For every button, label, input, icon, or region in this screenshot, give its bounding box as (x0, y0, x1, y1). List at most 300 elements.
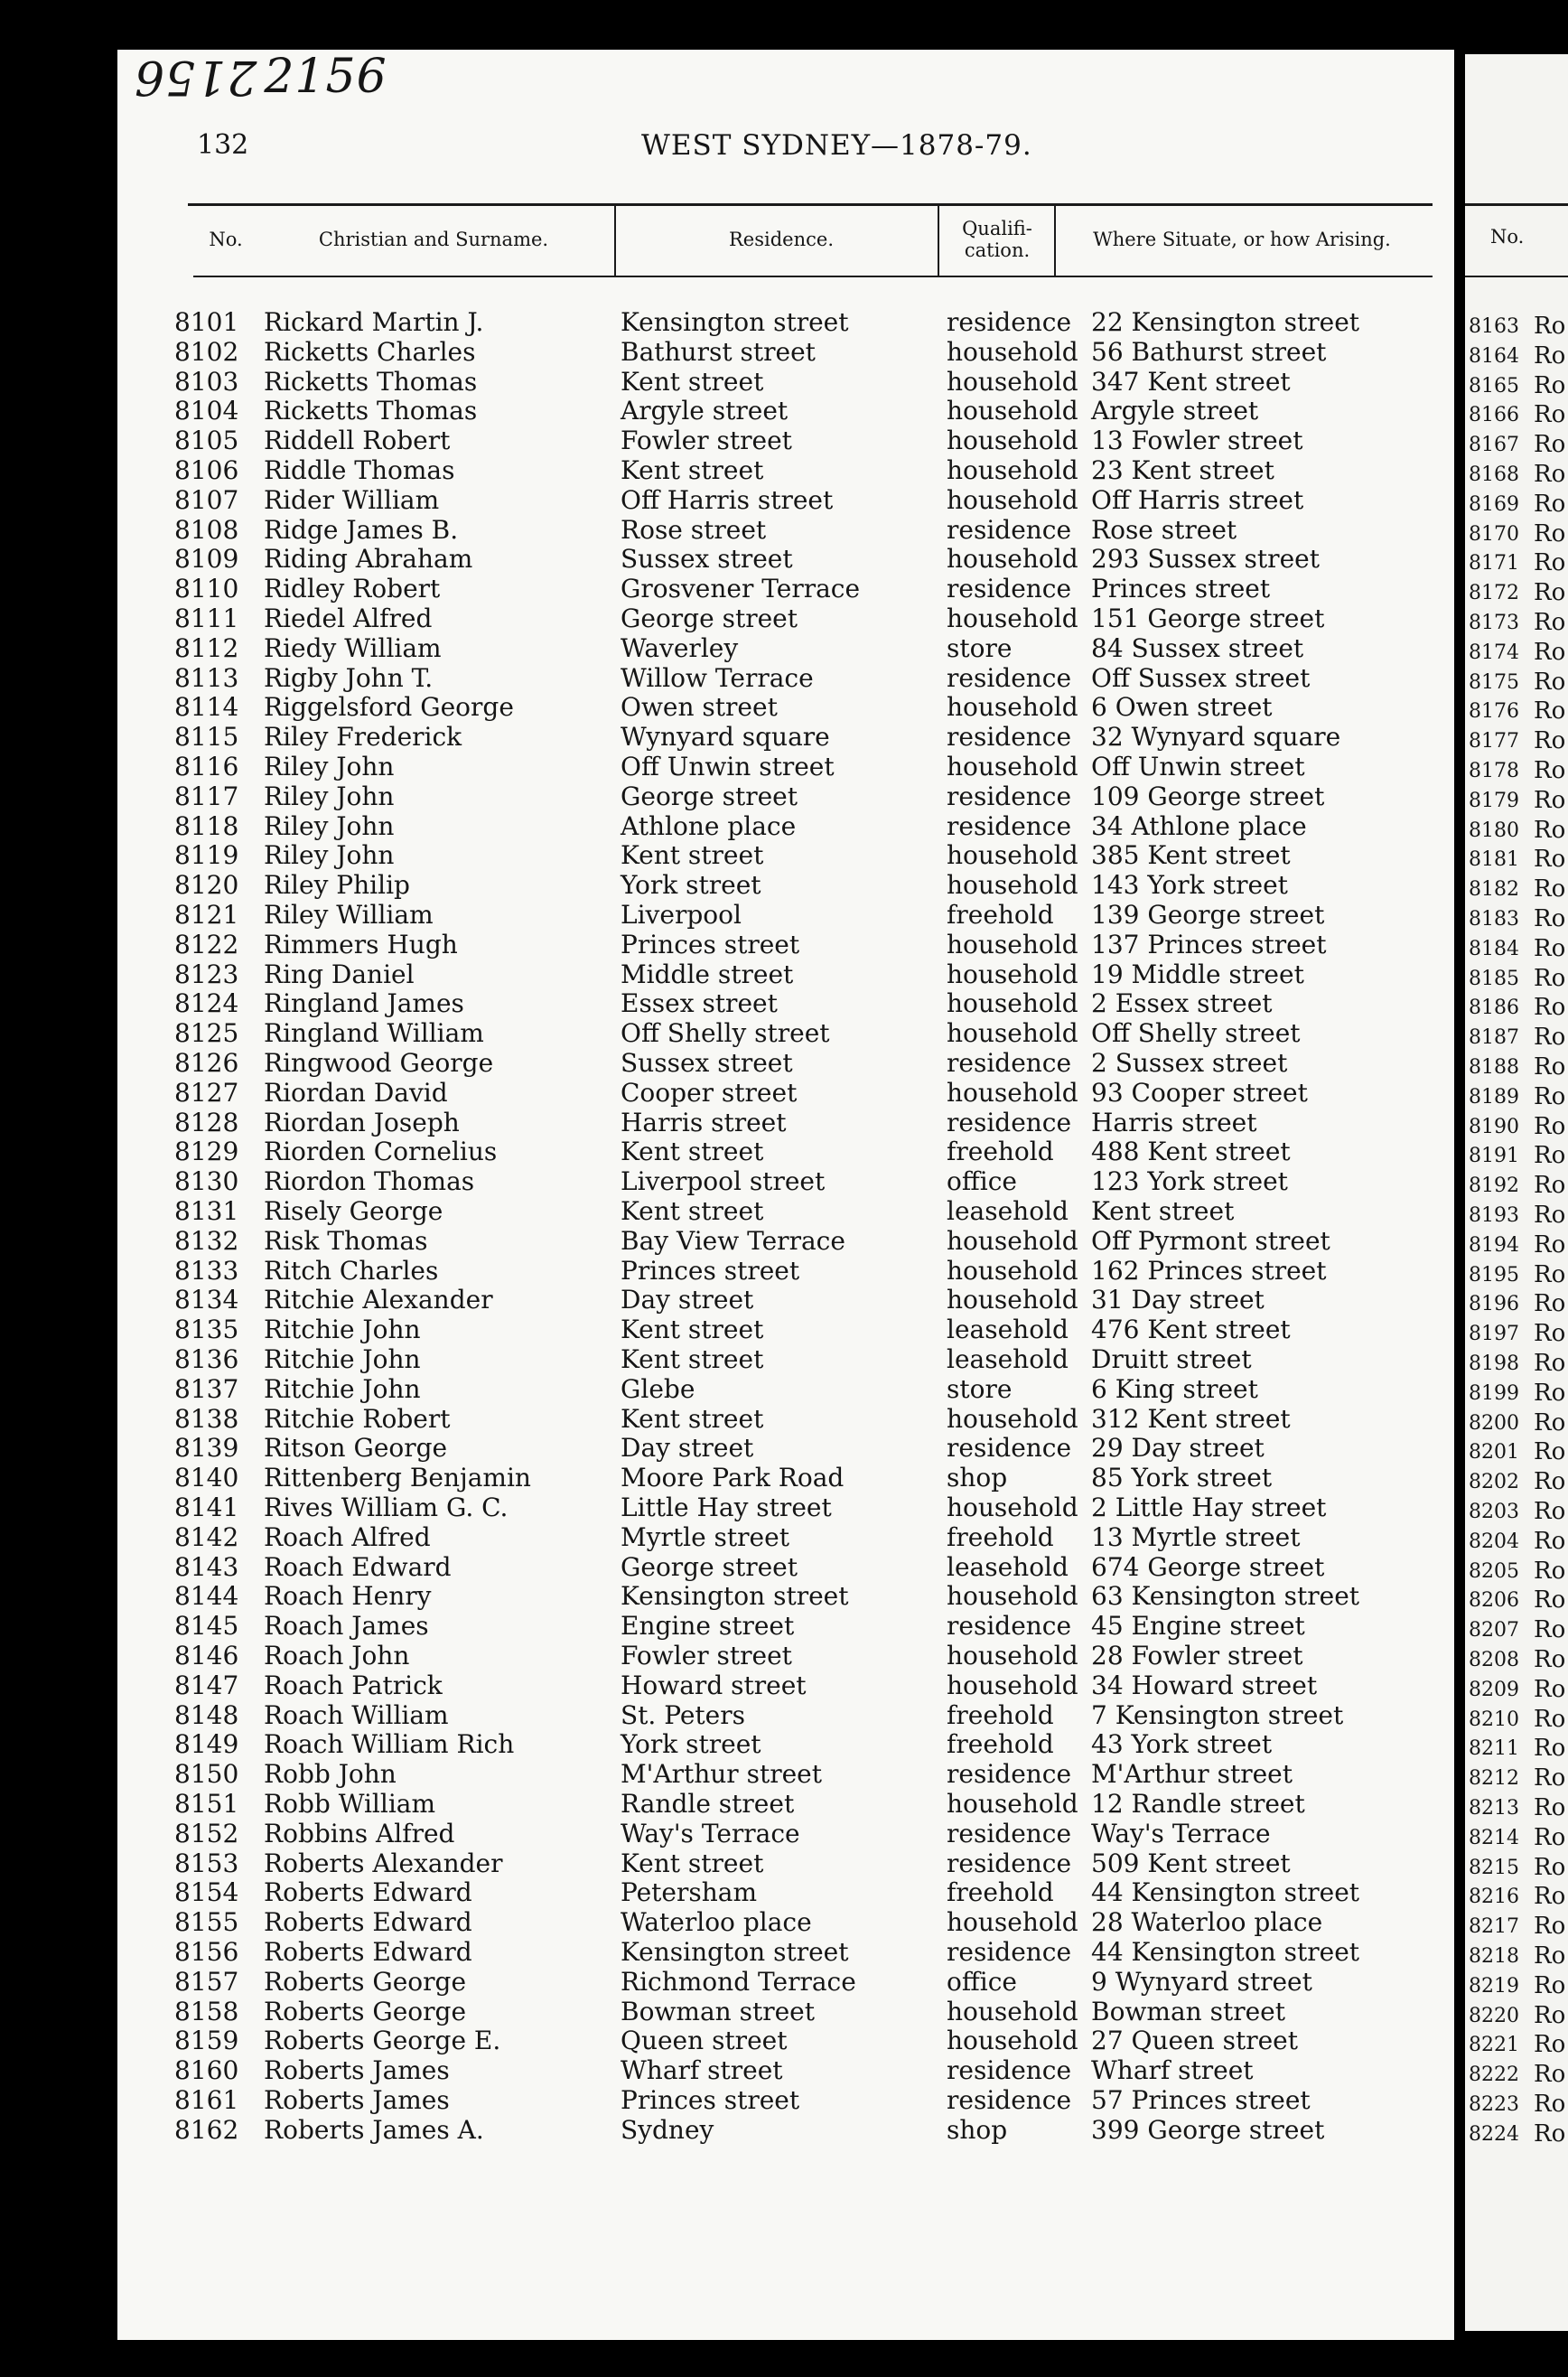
entry-name: Roach Alfred (264, 1521, 431, 1552)
entry-qualification: household (947, 426, 1078, 456)
table-row (117, 1967, 1454, 1997)
entry-number: 8113 (174, 662, 239, 693)
entry-number: 8129 (174, 1137, 239, 1167)
entry-residence: Off Harris street (621, 484, 834, 515)
entry-where-situate: Princes street (1091, 574, 1271, 604)
adjacent-entry-number: 8165 (1469, 374, 1519, 398)
adjacent-entry-number: 8170 (1469, 522, 1519, 546)
table-row (117, 2055, 1454, 2085)
adjacent-entry-name: Ro (1534, 1379, 1566, 1407)
entry-qualification: leasehold (947, 1551, 1069, 1582)
adjacent-entry-name: Ro (1534, 1172, 1566, 1200)
entry-where-situate: 23 Kent street (1091, 455, 1274, 485)
entry-where-situate: 6 Owen street (1091, 692, 1273, 723)
adjacent-entry-number: 8189 (1469, 1085, 1519, 1109)
table-row (117, 633, 1454, 663)
entry-where-situate: 12 Randle street (1091, 1789, 1305, 1819)
column-header-qualification: Qualifi- cation. (962, 218, 1032, 261)
entry-number: 8127 (174, 1077, 239, 1108)
adjacent-entry-name: Ro (1534, 1112, 1566, 1140)
adjacent-entry-name: Ro (1534, 313, 1566, 340)
table-row (117, 367, 1454, 397)
entry-number: 8138 (174, 1403, 239, 1434)
entry-number: 8105 (174, 426, 239, 456)
entry-where-situate: 674 George street (1091, 1551, 1325, 1582)
entry-qualification: household (947, 752, 1078, 781)
adjacent-entry-name: Ro (1534, 964, 1566, 992)
entry-qualification: household (947, 1641, 1078, 1670)
entry-number: 8158 (174, 1996, 239, 2026)
entry-name: Ringland William (264, 1018, 484, 1049)
entry-qualification: residence (947, 514, 1072, 545)
entry-qualification: household (947, 336, 1078, 367)
entry-qualification: leasehold (947, 1344, 1069, 1374)
entry-number: 8147 (174, 1670, 239, 1700)
adjacent-entry-number: 8218 (1469, 1945, 1519, 1968)
entry-residence: Essex street (621, 988, 778, 1019)
entry-name: Ritson George (264, 1433, 448, 1464)
table-row (117, 574, 1454, 604)
entry-qualification: household (947, 544, 1078, 575)
table-row (117, 604, 1454, 633)
entry-where-situate: 34 Howard street (1091, 1670, 1318, 1700)
adjacent-entry-name: Ro (1534, 1853, 1566, 1881)
entry-where-situate: 347 Kent street (1091, 366, 1291, 397)
header-divider-name (614, 205, 616, 277)
entry-where-situate: 2 Essex street (1091, 988, 1273, 1019)
table-row (117, 1552, 1454, 1582)
entry-residence: Sydney (621, 2114, 714, 2145)
entry-qualification: residence (947, 1611, 1072, 1642)
adjacent-entry-name: Ro (1534, 994, 1566, 1022)
entry-qualification: freehold (947, 1699, 1054, 1730)
entry-number: 8118 (174, 810, 239, 841)
entry-qualification: freehold (947, 1137, 1054, 1167)
adjacent-entry-number: 8186 (1469, 997, 1519, 1020)
adjacent-entry-number: 8204 (1469, 1530, 1519, 1553)
table-row (117, 1789, 1454, 1819)
table-row (117, 959, 1454, 989)
entry-residence: Cooper street (621, 1077, 798, 1108)
adjacent-entry-name: Ro (1534, 1290, 1566, 1318)
entry-name: Riorden Cornelius (264, 1137, 498, 1167)
entry-qualification: office (947, 1166, 1017, 1197)
adjacent-entry-number: 8185 (1469, 967, 1519, 990)
adjacent-entry-number: 8178 (1469, 760, 1519, 782)
entry-name: Ritchie John (264, 1373, 421, 1404)
entry-number: 8145 (174, 1611, 239, 1642)
entry-residence: Kent street (621, 840, 764, 871)
adjacent-entry-name: Ro (1534, 1735, 1566, 1763)
adjacent-entry-name: Ro (1534, 638, 1566, 666)
adjacent-entry-name: Ro (1534, 461, 1566, 488)
entry-residence: Sussex street (621, 544, 793, 575)
entry-residence: Kent street (621, 366, 764, 397)
adjacent-entry-name: Ro (1534, 1823, 1566, 1851)
entry-number: 8135 (174, 1315, 239, 1345)
adjacent-entry-name: Ro (1534, 1438, 1566, 1466)
entry-name: Riordan David (264, 1077, 448, 1108)
adjacent-entry-number: 8201 (1469, 1441, 1519, 1465)
adjacent-entry-name: Ro (1534, 609, 1566, 636)
entry-qualification: freehold (947, 1877, 1054, 1908)
adjacent-entry-number: 8194 (1469, 1233, 1519, 1257)
entry-residence: Harris street (621, 1107, 787, 1137)
entry-residence: Bathurst street (621, 336, 816, 367)
header-bottom-rule (193, 276, 1433, 277)
entry-name: Roberts George (264, 1966, 467, 1997)
adjacent-entry-number: 8207 (1469, 1619, 1519, 1642)
table-row (117, 1285, 1454, 1315)
adjacent-entry-name: Ro (1534, 1913, 1566, 1941)
entry-number: 8140 (174, 1463, 239, 1493)
entry-name: Riley John (264, 810, 395, 841)
entry-number: 8130 (174, 1166, 239, 1197)
entry-qualification: leasehold (947, 1196, 1069, 1226)
entry-residence: Petersham (621, 1877, 758, 1908)
entry-name: Ridley Robert (264, 574, 441, 604)
entry-residence: Liverpool (621, 900, 742, 930)
entry-number: 8141 (174, 1493, 239, 1522)
adjacent-entry-name: Ro (1534, 1883, 1566, 1911)
column-header-residence: Residence. (729, 229, 834, 250)
handwritten-page-number (134, 50, 387, 104)
entry-qualification: household (947, 2026, 1078, 2056)
entry-name: Roberts Alexander (264, 1848, 503, 1878)
entry-number: 8151 (174, 1789, 239, 1819)
adjacent-entry-name: Ro (1534, 1260, 1566, 1288)
entry-where-situate: 2 Little Hay street (1091, 1493, 1327, 1522)
entry-where-situate: 2 Sussex street (1091, 1048, 1288, 1078)
entry-residence: Bowman street (621, 1996, 815, 2026)
entry-qualification: leasehold (947, 1315, 1069, 1345)
entry-residence: Kent street (621, 455, 764, 485)
entry-where-situate: 13 Myrtle street (1091, 1521, 1301, 1552)
table-row (117, 1907, 1454, 1937)
entry-name: Riedel Alfred (264, 604, 433, 633)
adjacent-entry-number: 8222 (1469, 2063, 1519, 2087)
adjacent-entry-number: 8224 (1469, 2122, 1519, 2146)
entry-residence: Kensington street (621, 1937, 849, 1967)
adjacent-entry-name: Ro (1534, 371, 1566, 399)
adjacent-entry-number: 8220 (1469, 2004, 1519, 2027)
entry-where-situate: 29 Day street (1091, 1433, 1265, 1464)
handwritten-number-mirrored: 2156 (134, 50, 257, 104)
entry-where-situate: 143 York street (1091, 870, 1288, 901)
adjacent-entry-number: 8182 (1469, 878, 1519, 902)
entry-where-situate: 162 Princes street (1091, 1255, 1327, 1286)
entry-qualification: store (947, 1373, 1013, 1404)
adjacent-entry-number: 8180 (1469, 819, 1519, 842)
entry-residence: Queen street (621, 2026, 788, 2056)
adjacent-header-bottom-rule (1465, 276, 1568, 277)
entry-qualification: residence (947, 1848, 1072, 1878)
entry-residence: York street (621, 870, 761, 901)
entry-number: 8134 (174, 1285, 239, 1315)
entry-name: Riley William (264, 900, 434, 930)
entry-name: Riordon Thomas (264, 1166, 475, 1197)
adjacent-entry-name: Ro (1534, 1053, 1566, 1081)
entry-qualification: residence (947, 1937, 1072, 1967)
adjacent-entry-number: 8191 (1469, 1145, 1519, 1168)
adjacent-entry-number: 8203 (1469, 1501, 1519, 1523)
adjacent-entry-name: Ro (1534, 2120, 1566, 2148)
handwritten-number: 2156 (264, 50, 387, 104)
entry-qualification: freehold (947, 1729, 1054, 1760)
entry-residence: Little Hay street (621, 1493, 832, 1522)
entry-number: 8125 (174, 1018, 239, 1049)
adjacent-entry-number: 8210 (1469, 1708, 1519, 1731)
table-row (117, 900, 1454, 930)
adjacent-entry-number: 8221 (1469, 2034, 1519, 2057)
entry-number: 8115 (174, 722, 239, 753)
entry-where-situate: 7 Kensington street (1091, 1699, 1344, 1730)
table-row (117, 1433, 1454, 1463)
entry-number: 8144 (174, 1581, 239, 1612)
adjacent-entry-name: Ro (1534, 875, 1566, 903)
entry-qualification: shop (947, 1463, 1008, 1493)
entry-number: 8157 (174, 1966, 239, 1997)
table-row (117, 1493, 1454, 1522)
table-row (117, 752, 1454, 781)
table-row (117, 1611, 1454, 1641)
table-row (117, 1256, 1454, 1286)
adjacent-entry-number: 8193 (1469, 1204, 1519, 1227)
entry-name: Roberts James (264, 2085, 450, 2115)
entry-where-situate: 44 Kensington street (1091, 1877, 1360, 1908)
table-row (117, 663, 1454, 693)
entry-qualification: household (947, 1581, 1078, 1612)
column-header-no: No. (209, 229, 243, 250)
entry-name: Riding Abraham (264, 544, 473, 575)
entry-where-situate: 44 Kensington street (1091, 1937, 1360, 1967)
adjacent-entry-name: Ro (1534, 786, 1566, 814)
adjacent-entry-name: Ro (1534, 1616, 1566, 1644)
entry-where-situate: 28 Waterloo place (1091, 1907, 1323, 1938)
adjacent-entry-name: Ro (1534, 668, 1566, 696)
entry-qualification: residence (947, 810, 1072, 841)
table-row (117, 1937, 1454, 1967)
entry-name: Rigby John T. (264, 662, 434, 693)
entry-residence: Glebe (621, 1373, 695, 1404)
entry-qualification: residence (947, 1048, 1072, 1078)
entry-where-situate: 9 Wynyard street (1091, 1966, 1312, 1997)
entry-where-situate: 109 George street (1091, 781, 1325, 811)
entry-residence: Grosvener Terrace (621, 574, 861, 604)
adjacent-entry-name: Ro (1534, 1231, 1566, 1259)
entry-residence: York street (621, 1729, 761, 1760)
entry-where-situate: Bowman street (1091, 1996, 1285, 2026)
table-row (117, 2026, 1454, 2055)
entry-qualification: residence (947, 2085, 1072, 2115)
entry-number: 8103 (174, 366, 239, 397)
adjacent-entry-number: 8219 (1469, 1974, 1519, 1998)
adjacent-entry-number: 8212 (1469, 1767, 1519, 1791)
entry-residence: Myrtle street (621, 1521, 789, 1552)
table-row (117, 1997, 1454, 2026)
table-row (117, 1819, 1454, 1848)
entry-name: Ringland James (264, 988, 464, 1019)
entry-name: Rickard Martin J. (264, 307, 484, 337)
adjacent-entry-number: 8211 (1469, 1737, 1519, 1761)
table-row (117, 1729, 1454, 1759)
adjacent-entry-name: Ro (1534, 342, 1566, 370)
table-row (117, 1463, 1454, 1493)
entry-name: Robb John (264, 1759, 397, 1790)
header-divider-residence (938, 205, 939, 277)
entry-where-situate: Off Shelly street (1091, 1018, 1301, 1049)
entry-name: Riley John (264, 781, 395, 811)
adjacent-entry-name: Ro (1534, 1586, 1566, 1614)
table-row (117, 485, 1454, 515)
entry-qualification: household (947, 1670, 1078, 1700)
entry-where-situate: 56 Bathurst street (1091, 336, 1327, 367)
entry-number: 8120 (174, 870, 239, 901)
table-row (117, 840, 1454, 870)
adjacent-page-edge (1465, 54, 1568, 2331)
entry-number: 8159 (174, 2026, 239, 2056)
entry-number: 8152 (174, 1818, 239, 1848)
adjacent-entry-name: Ro (1534, 1764, 1566, 1792)
adjacent-entry-name: Ro (1534, 401, 1566, 429)
adjacent-entry-number: 8223 (1469, 2093, 1519, 2116)
entry-name: Roach John (264, 1641, 410, 1670)
entry-qualification: household (947, 870, 1078, 901)
entry-number: 8123 (174, 959, 239, 989)
entry-qualification: household (947, 1789, 1078, 1819)
entry-qualification: household (947, 840, 1078, 871)
table-row (117, 1166, 1454, 1196)
entry-qualification: household (947, 1403, 1078, 1434)
entry-qualification: freehold (947, 900, 1054, 930)
entry-number: 8156 (174, 1937, 239, 1967)
table-row (117, 337, 1454, 367)
entry-where-situate: Argyle street (1091, 396, 1259, 426)
page-number: 132 (197, 129, 249, 161)
entry-residence: Princes street (621, 2085, 800, 2115)
adjacent-entry-number: 8177 (1469, 730, 1519, 753)
adjacent-entry-number: 8190 (1469, 1115, 1519, 1138)
adjacent-entry-name: Ro (1534, 1350, 1566, 1377)
entry-qualification: household (947, 692, 1078, 723)
entry-name: Roach Edward (264, 1551, 452, 1582)
entry-name: Rittenberg Benjamin (264, 1463, 531, 1493)
entry-residence: Moore Park Road (621, 1463, 845, 1493)
entry-name: Roach Henry (264, 1581, 432, 1612)
entry-name: Ridge James B. (264, 514, 459, 545)
entry-where-situate: 385 Kent street (1091, 840, 1291, 871)
entry-number: 8121 (174, 900, 239, 930)
entry-where-situate: 488 Kent street (1091, 1137, 1291, 1167)
table-row (117, 930, 1454, 959)
entry-name: Ricketts Charles (264, 336, 476, 367)
entry-number: 8143 (174, 1551, 239, 1582)
adjacent-entry-number: 8202 (1469, 1471, 1519, 1494)
entry-residence: Princes street (621, 929, 800, 959)
entry-name: Riggelsford George (264, 692, 514, 723)
entry-where-situate: Off Unwin street (1091, 752, 1305, 781)
entry-residence: Waterloo place (621, 1907, 812, 1938)
entry-where-situate: 43 York street (1091, 1729, 1273, 1760)
table-row (117, 692, 1454, 722)
entry-where-situate: 32 Wynyard square (1091, 722, 1341, 753)
entry-where-situate: 151 George street (1091, 604, 1325, 633)
table-row (117, 396, 1454, 426)
entry-where-situate: 399 George street (1091, 2114, 1325, 2145)
adjacent-entry-number: 8169 (1469, 492, 1519, 516)
entry-residence: Owen street (621, 692, 778, 723)
adjacent-entry-number: 8168 (1469, 463, 1519, 486)
table-row (117, 1581, 1454, 1611)
entry-qualification: household (947, 1225, 1078, 1256)
entry-number: 8126 (174, 1048, 239, 1078)
table-row (117, 781, 1454, 811)
adjacent-entry-name: Ro (1534, 1705, 1566, 1733)
entry-qualification: residence (947, 1818, 1072, 1848)
entry-where-situate: Druitt street (1091, 1344, 1252, 1374)
entry-qualification: household (947, 366, 1078, 397)
entry-name: Risk Thomas (264, 1225, 428, 1256)
entry-residence: Kent street (621, 1315, 764, 1345)
adjacent-entry-name: Ro (1534, 697, 1566, 725)
table-row (117, 1374, 1454, 1404)
entry-number: 8124 (174, 988, 239, 1019)
entry-number: 8137 (174, 1373, 239, 1404)
entry-residence: Kent street (621, 1848, 764, 1878)
adjacent-entry-name: Ro (1534, 1527, 1566, 1555)
entry-number: 8133 (174, 1255, 239, 1286)
entry-residence: Richmond Terrace (621, 1966, 856, 1997)
entry-qualification: household (947, 988, 1078, 1019)
adjacent-entry-number: 8200 (1469, 1411, 1519, 1435)
entry-where-situate: M'Arthur street (1091, 1759, 1293, 1790)
entry-qualification: residence (947, 1433, 1072, 1464)
entry-qualification: residence (947, 1759, 1072, 1790)
adjacent-entry-number: 8198 (1469, 1352, 1519, 1375)
entry-qualification: household (947, 1077, 1078, 1108)
entry-name: Ritchie John (264, 1344, 421, 1374)
table-row (117, 1018, 1454, 1048)
adjacent-entry-number: 8214 (1469, 1826, 1519, 1849)
table-row (117, 1877, 1454, 1907)
adjacent-entry-name: Ro (1534, 1646, 1566, 1673)
entry-where-situate: 57 Princes street (1091, 2085, 1311, 2115)
adjacent-entry-name: Ro (1534, 2001, 1566, 2029)
adjacent-entry-number: 8163 (1469, 315, 1519, 338)
entry-name: Ricketts Thomas (264, 396, 478, 426)
adjacent-entry-number: 8167 (1469, 434, 1519, 457)
entry-name: Riddell Robert (264, 426, 451, 456)
adjacent-entry-number: 8174 (1469, 641, 1519, 664)
table-row (117, 455, 1454, 485)
entry-where-situate: Way's Terrace (1091, 1818, 1271, 1848)
entry-number: 8116 (174, 752, 239, 781)
entry-where-situate: 27 Queen street (1091, 2026, 1298, 2056)
table-row (117, 1108, 1454, 1137)
entry-where-situate: 509 Kent street (1091, 1848, 1291, 1878)
entry-residence: Howard street (621, 1670, 807, 1700)
entry-number: 8155 (174, 1907, 239, 1938)
adjacent-entry-name: Ro (1534, 1082, 1566, 1110)
adjacent-entry-number: 8188 (1469, 1056, 1519, 1079)
entry-number: 8136 (174, 1344, 239, 1374)
adjacent-entry-name: Ro (1534, 934, 1566, 962)
table-row (117, 1078, 1454, 1108)
entry-name: Ritch Charles (264, 1255, 439, 1286)
adjacent-entry-number: 8196 (1469, 1293, 1519, 1316)
entry-number: 8106 (174, 455, 239, 485)
entry-qualification: residence (947, 781, 1072, 811)
